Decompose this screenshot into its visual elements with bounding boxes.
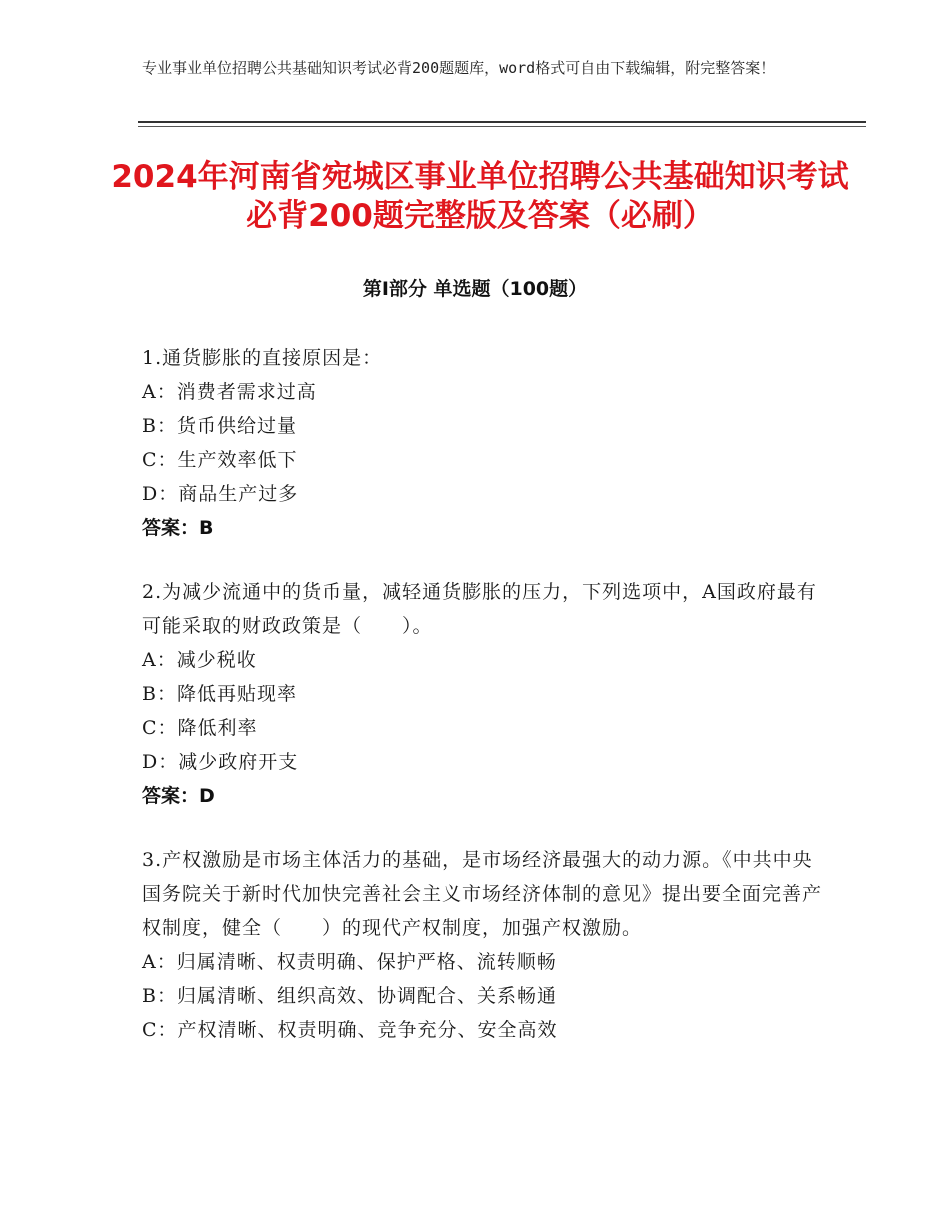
question-2 (142, 575, 822, 813)
option-d: D：商品生产过多 (142, 483, 299, 505)
question-1 (142, 341, 822, 545)
section-heading: 第Ⅰ部分 单选题（100题） (362, 278, 588, 300)
answer-label: 答案：D (142, 785, 215, 807)
option-a: A：减少税收 (142, 649, 257, 671)
option-b: B：货币供给过量 (142, 415, 297, 437)
header-rule-thin (138, 126, 866, 127)
option-c: C：降低利率 (142, 717, 258, 739)
header-rule-thick (138, 121, 866, 123)
option-d: D：减少政府开支 (142, 751, 299, 773)
question-stem: 2.为减少流通中的货币量，减轻通货膨胀的压力，下列选项中，A国政府最有可能采取的财政政策是（ ）。 (142, 581, 817, 637)
question-list (142, 341, 822, 1077)
question-stem: 1.通货膨胀的直接原因是： (142, 347, 383, 369)
option-a: A：消费者需求过高 (142, 381, 317, 403)
option-c: C：产权清晰、权责明确、竞争充分、安全高效 (142, 1019, 558, 1041)
question-3 (142, 843, 822, 1047)
option-b: B：归属清晰、组织高效、协调配合、关系畅通 (142, 985, 557, 1007)
answer-label: 答案：B (142, 517, 214, 539)
option-a: A：归属清晰、权责明确、保护严格、流转顺畅 (142, 951, 557, 973)
document-title: 2024年河南省宛城区事业单位招聘公共基础知识考试必背200题完整版及答案（必刷） (111, 159, 849, 234)
header-note: 专业事业单位招聘公共基础知识考试必背200题题库，word格式可自由下载编辑，附完整答案！ (142, 59, 776, 77)
option-c: C：生产效率低下 (142, 449, 298, 471)
question-stem: 3.产权激励是市场主体活力的基础，是市场经济最强大的动力源。《中共中央国务院关于新时代加快完善社会主义市场经济体制的意见》提出要全面完善产权制度，健全（ ）的现代产权制度，加强产权激励。 (142, 849, 823, 939)
option-b: B：降低再贴现率 (142, 683, 297, 705)
